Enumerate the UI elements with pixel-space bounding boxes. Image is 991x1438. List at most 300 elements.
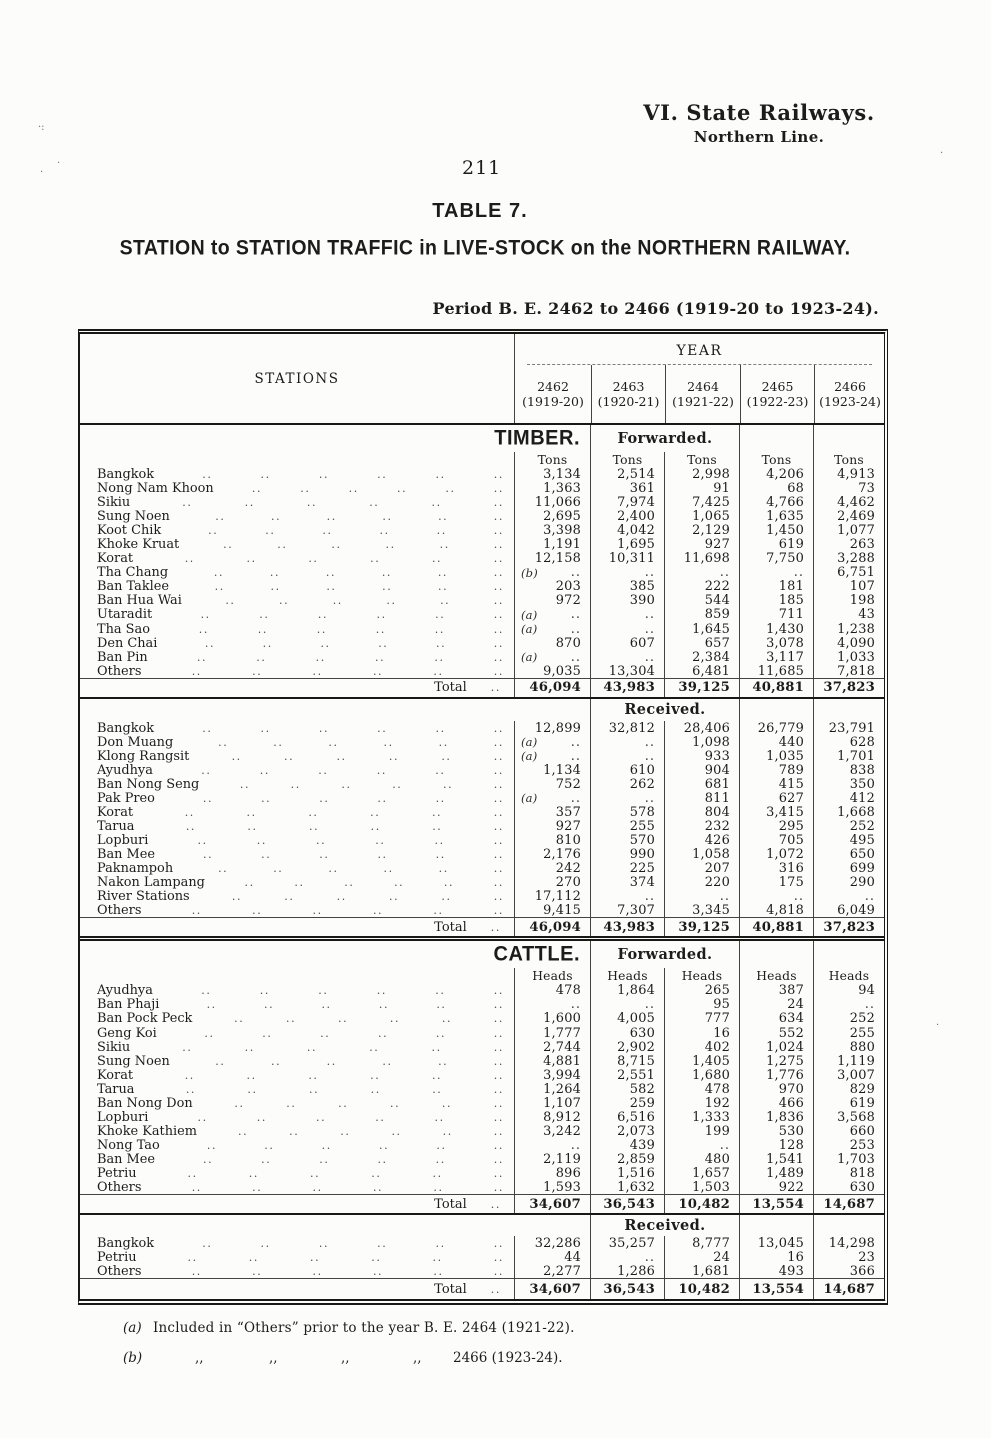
value-cell bbox=[664, 579, 739, 594]
station-name: Koot Chik bbox=[97, 523, 162, 539]
station-cell bbox=[80, 537, 514, 552]
leader-dots: .. bbox=[493, 1110, 504, 1124]
table-row bbox=[80, 523, 884, 537]
leader-dots: .. bbox=[256, 834, 267, 848]
cell-value: 253 bbox=[849, 1137, 875, 1153]
leader-dots: .. bbox=[248, 1166, 259, 1180]
leader-dots: .. bbox=[434, 834, 445, 848]
heading-filler bbox=[739, 1215, 813, 1236]
cell-value: 1,516 bbox=[617, 1165, 655, 1181]
leader-dots: .. bbox=[377, 468, 388, 481]
value-cell bbox=[514, 819, 590, 834]
leader-dots: .. bbox=[493, 791, 504, 805]
cell-value: 2,551 bbox=[617, 1067, 655, 1083]
leader-dots: .. bbox=[246, 805, 257, 819]
leader-dots: .. bbox=[493, 1237, 504, 1251]
cell-value: 1,776 bbox=[766, 1067, 804, 1083]
value-cell bbox=[514, 565, 590, 580]
heading-filler bbox=[813, 425, 884, 452]
leader-dots: .. bbox=[260, 1237, 271, 1251]
leader-dots: .. bbox=[493, 636, 504, 650]
total-value-cell bbox=[590, 918, 664, 936]
value-cell bbox=[739, 763, 813, 778]
value-cell bbox=[590, 997, 664, 1012]
cell-value: 252 bbox=[849, 819, 875, 835]
year-columns bbox=[515, 365, 884, 423]
leader-dots: .. bbox=[382, 510, 393, 524]
year-value: 2462 bbox=[537, 379, 569, 394]
cell-value: 7,974 bbox=[617, 495, 655, 511]
cell-value: 627 bbox=[778, 790, 804, 806]
station-name: Utaradit bbox=[97, 607, 153, 623]
station-name: Den Chai bbox=[97, 635, 158, 651]
cell-value: 7,818 bbox=[837, 663, 875, 679]
station-cell bbox=[80, 749, 514, 764]
leader-dots: .. bbox=[337, 1012, 349, 1026]
value-cell bbox=[514, 833, 590, 848]
leader-dots: .. bbox=[312, 664, 323, 678]
leader-dots: .. bbox=[319, 1152, 330, 1166]
leader-dots: .. bbox=[442, 1124, 453, 1138]
leader-dots: .. bbox=[244, 496, 255, 510]
value-cell bbox=[514, 1264, 590, 1279]
leader-dots: .. bbox=[435, 848, 446, 862]
cell-value: 11,698 bbox=[683, 551, 730, 567]
leader-dots: .. bbox=[223, 538, 234, 552]
value-cell bbox=[664, 1236, 739, 1251]
cell-footnote-marker: (a) bbox=[521, 622, 538, 637]
total-value: 46,094 bbox=[529, 919, 581, 935]
value-cell bbox=[514, 1236, 590, 1251]
station-name: Khoke Kruat bbox=[97, 537, 180, 553]
leader-dots: .. bbox=[259, 763, 270, 777]
leader-dots: .. bbox=[376, 763, 387, 777]
station-cell bbox=[80, 1138, 514, 1153]
table-row bbox=[80, 636, 884, 650]
leader-dots: .. bbox=[182, 1040, 193, 1054]
value-cell bbox=[813, 1124, 884, 1139]
station-cell bbox=[80, 1068, 514, 1083]
leader-dots: .. bbox=[319, 791, 330, 805]
leader-dots: .. bbox=[215, 1054, 226, 1068]
leader-dots: .. bbox=[270, 580, 281, 594]
cell-value: 1,645 bbox=[692, 621, 730, 637]
value-cell bbox=[514, 791, 590, 806]
cell-value: 3,568 bbox=[837, 1109, 875, 1125]
value-cell bbox=[739, 983, 813, 998]
leader-dots: .. bbox=[325, 566, 337, 580]
leader-dots: .. bbox=[370, 1068, 381, 1082]
leader-dots: .. bbox=[435, 984, 446, 998]
value-cell bbox=[664, 537, 739, 552]
station-name: Ban Pock Peck bbox=[97, 1011, 193, 1027]
value-cell bbox=[514, 1152, 590, 1167]
value-cell bbox=[590, 509, 664, 524]
direction-cell bbox=[590, 425, 739, 452]
leader-dots: .. bbox=[312, 1181, 323, 1195]
value-cell bbox=[590, 721, 664, 736]
station-name: Tha Chang bbox=[97, 565, 169, 581]
value-cell bbox=[813, 983, 884, 998]
leader-dots: .. bbox=[437, 580, 449, 594]
table-row bbox=[80, 791, 884, 805]
leader-dots: .. bbox=[204, 1026, 215, 1040]
value-cell bbox=[514, 1054, 590, 1069]
value-cell bbox=[739, 833, 813, 848]
value-cell bbox=[813, 721, 884, 736]
table-row bbox=[80, 889, 884, 903]
cell-value: 1,864 bbox=[617, 983, 655, 999]
value-cell bbox=[590, 650, 664, 665]
value-cell bbox=[664, 1166, 739, 1181]
year-span: (1922-23) bbox=[746, 394, 809, 409]
leader-dots: .. bbox=[191, 1265, 202, 1279]
cell-value: 1,489 bbox=[766, 1165, 804, 1181]
leader-dots: .. bbox=[214, 580, 225, 594]
cell-value: 2,119 bbox=[543, 1151, 581, 1167]
leader-dots: .. bbox=[493, 608, 504, 622]
value-cell bbox=[514, 579, 590, 594]
value-cell bbox=[514, 1180, 590, 1195]
year-column-header bbox=[814, 365, 885, 423]
table-row bbox=[80, 819, 884, 833]
cell-value: 2,129 bbox=[692, 523, 730, 539]
cell-value: .. bbox=[793, 889, 804, 905]
value-cell bbox=[514, 889, 590, 904]
leader-dots: .. bbox=[270, 1054, 282, 1068]
cell-value: 810 bbox=[555, 833, 581, 849]
value-cell bbox=[514, 861, 590, 876]
leader-dots: .. bbox=[493, 1166, 504, 1180]
total-label: Total bbox=[434, 919, 467, 935]
cell-value: 904 bbox=[704, 762, 730, 778]
leader-dots: .. bbox=[184, 1068, 195, 1082]
cell-value: 1,072 bbox=[766, 847, 804, 863]
value-cell bbox=[739, 1054, 813, 1069]
leader-dots: .. bbox=[436, 998, 447, 1012]
heading-filler bbox=[739, 941, 813, 968]
leader-dots: .. bbox=[248, 1251, 259, 1265]
station-cell bbox=[80, 607, 514, 622]
leader-dots: .. bbox=[269, 566, 281, 580]
leader-dots: .. bbox=[370, 805, 381, 819]
leader-dots: .. bbox=[377, 848, 388, 862]
cell-value: 43 bbox=[858, 607, 875, 623]
table-row bbox=[80, 721, 884, 735]
cell-value: 752 bbox=[555, 776, 581, 792]
direction-cell bbox=[590, 699, 739, 721]
cell-value: 440 bbox=[778, 734, 804, 750]
value-cell bbox=[514, 1040, 590, 1055]
leader-dots: .. bbox=[336, 749, 347, 763]
leader-dots: .. bbox=[493, 566, 504, 580]
value-cell bbox=[813, 875, 884, 890]
leader-dots: .. bbox=[191, 904, 202, 918]
value-cell bbox=[514, 749, 590, 764]
leader-dots: .. bbox=[340, 1124, 351, 1138]
total-value-cell bbox=[590, 1279, 664, 1299]
cell-value: 2,695 bbox=[543, 509, 581, 525]
leader-dots: .. bbox=[392, 777, 403, 791]
cell-value: 290 bbox=[849, 875, 875, 891]
value-cell bbox=[813, 650, 884, 665]
cell-value: 220 bbox=[704, 875, 730, 891]
value-cell bbox=[514, 777, 590, 792]
cell-value: 1,107 bbox=[543, 1095, 581, 1111]
total-value: 13,554 bbox=[752, 1281, 804, 1297]
unit-label: Heads bbox=[681, 968, 723, 983]
total-value-cell bbox=[739, 679, 813, 697]
leader-dots: .. bbox=[440, 594, 451, 608]
station-cell bbox=[80, 622, 514, 637]
cell-value: 578 bbox=[629, 804, 655, 820]
cell-footnote-marker: (a) bbox=[521, 791, 538, 806]
leader-dots: .. bbox=[259, 984, 270, 998]
commodity-cell bbox=[80, 699, 590, 721]
total-value: 14,687 bbox=[823, 1196, 875, 1212]
cell-value: 14,298 bbox=[828, 1236, 875, 1252]
value-cell bbox=[590, 819, 664, 834]
direction-cell bbox=[590, 1215, 739, 1236]
cell-value: 922 bbox=[778, 1180, 804, 1196]
station-cell bbox=[80, 481, 514, 496]
leader-dots: .. bbox=[273, 735, 284, 749]
footnote-a bbox=[123, 1320, 883, 1350]
value-cell bbox=[664, 1264, 739, 1279]
cell-value: 11,066 bbox=[534, 495, 581, 511]
page-number: 211 bbox=[462, 157, 502, 179]
cell-value: 4,462 bbox=[837, 495, 875, 511]
station-cell bbox=[80, 1264, 514, 1279]
leader-dots: .. bbox=[260, 468, 271, 481]
footnote-marker: (a) bbox=[123, 1320, 142, 1336]
value-cell bbox=[739, 565, 813, 580]
cell-value: 829 bbox=[849, 1081, 875, 1097]
value-cell bbox=[590, 565, 664, 580]
leader-dots: .. bbox=[397, 482, 408, 496]
leader-dots: .. bbox=[244, 876, 255, 890]
cell-value: .. bbox=[793, 565, 804, 581]
leader-dots: .. bbox=[376, 608, 387, 622]
leader-dots: .. bbox=[493, 1181, 504, 1195]
value-cell bbox=[664, 997, 739, 1012]
leader-dots: .. bbox=[252, 904, 263, 918]
unit-label: Tons bbox=[687, 452, 717, 467]
value-cell bbox=[514, 1166, 590, 1181]
value-cell bbox=[514, 593, 590, 608]
station-name: Pak Preo bbox=[97, 790, 155, 806]
value-cell bbox=[813, 1054, 884, 1069]
leader-dots: .. bbox=[204, 636, 216, 650]
leader-dots: .. bbox=[289, 1124, 300, 1138]
cell-value: 7,750 bbox=[766, 551, 804, 567]
cell-value: 316 bbox=[778, 861, 804, 877]
leader-dots: .. bbox=[377, 1237, 388, 1251]
scan-speck: · bbox=[936, 1020, 940, 1031]
cell-value: 1,632 bbox=[617, 1180, 655, 1196]
cell-value: 198 bbox=[849, 593, 875, 609]
leader-dots: .. bbox=[490, 681, 501, 695]
leader-dots: .. bbox=[318, 1237, 330, 1251]
cell-value: 4,766 bbox=[766, 495, 804, 511]
cell-value: 8,912 bbox=[543, 1109, 581, 1125]
total-value-cell bbox=[514, 1279, 590, 1299]
cell-value: 7,307 bbox=[617, 903, 655, 919]
cell-value: 2,469 bbox=[837, 509, 875, 525]
value-cell bbox=[664, 861, 739, 876]
value-cell bbox=[664, 1011, 739, 1026]
station-cell bbox=[80, 997, 514, 1012]
value-cell bbox=[813, 1096, 884, 1111]
cell-value: 35,257 bbox=[608, 1236, 655, 1252]
value-cell bbox=[590, 481, 664, 496]
station-name: Sung Noen bbox=[97, 509, 170, 525]
total-value: 14,687 bbox=[823, 1281, 875, 1297]
cell-value: 933 bbox=[704, 748, 730, 764]
cell-value: 3,345 bbox=[692, 903, 730, 919]
cell-value: 24 bbox=[787, 997, 804, 1013]
year-span: (1919-20) bbox=[522, 394, 584, 409]
value-cell bbox=[514, 1011, 590, 1026]
leader-dots: .. bbox=[434, 622, 445, 636]
cell-value: 1,058 bbox=[692, 847, 730, 863]
leader-dots: .. bbox=[493, 524, 504, 538]
leader-dots: .. bbox=[185, 1082, 197, 1096]
station-cell bbox=[80, 565, 514, 580]
station-cell bbox=[80, 903, 514, 918]
table-row bbox=[80, 749, 884, 763]
year-value: 2464 bbox=[687, 379, 719, 394]
table-row bbox=[80, 579, 884, 593]
value-cell bbox=[739, 467, 813, 482]
station-name: Ban Mee bbox=[97, 1151, 156, 1167]
leader-dots: .. bbox=[184, 805, 195, 819]
cell-value: 634 bbox=[778, 1011, 804, 1027]
leader-dots: .. bbox=[493, 1026, 504, 1040]
value-cell bbox=[813, 749, 884, 764]
leader-dots: .. bbox=[493, 890, 504, 904]
station-name: Ban Mee bbox=[97, 847, 156, 863]
cell-value: 1,033 bbox=[837, 649, 875, 665]
cell-value: 11,685 bbox=[757, 663, 804, 679]
leader-dots: .. bbox=[316, 622, 327, 636]
units-row bbox=[80, 452, 884, 467]
leader-dots: .. bbox=[231, 749, 242, 763]
station-name: Others bbox=[97, 903, 142, 919]
value-cell bbox=[664, 523, 739, 538]
table-row bbox=[80, 735, 884, 749]
leader-dots: .. bbox=[326, 1054, 337, 1068]
leader-dots: .. bbox=[284, 890, 295, 904]
table-row bbox=[80, 481, 884, 495]
value-cell bbox=[590, 1110, 664, 1125]
value-cell bbox=[590, 1124, 664, 1139]
cell-value: 6,516 bbox=[617, 1109, 655, 1125]
value-cell bbox=[514, 509, 590, 524]
value-cell bbox=[590, 833, 664, 848]
cell-value: .. bbox=[570, 1137, 581, 1153]
value-cell bbox=[664, 1096, 739, 1111]
table-row bbox=[80, 650, 884, 664]
cell-value: 263 bbox=[849, 537, 875, 553]
unit-label: Heads bbox=[828, 968, 870, 983]
total-value-cell bbox=[739, 1195, 813, 1213]
heading-filler bbox=[739, 425, 813, 452]
cell-value: 1,333 bbox=[692, 1109, 730, 1125]
leader-dots: .. bbox=[198, 622, 209, 636]
value-cell bbox=[813, 819, 884, 834]
total-value-cell bbox=[813, 1195, 884, 1213]
value-cell bbox=[813, 903, 884, 918]
cell-value: 32,812 bbox=[608, 720, 655, 736]
value-cell bbox=[813, 664, 884, 679]
cell-value: 650 bbox=[849, 847, 875, 863]
leader-dots: .. bbox=[438, 735, 449, 749]
cell-value: 2,384 bbox=[692, 649, 730, 665]
value-cell bbox=[813, 735, 884, 750]
leader-dots: .. bbox=[284, 749, 295, 763]
station-cell bbox=[80, 593, 514, 608]
year-header-label: YEAR bbox=[676, 343, 723, 359]
leader-dots: .. bbox=[318, 763, 329, 777]
station-cell bbox=[80, 1166, 514, 1181]
cell-value: 390 bbox=[629, 593, 655, 609]
running-head-title: VI. State Railways. bbox=[643, 100, 875, 125]
value-cell bbox=[590, 847, 664, 862]
leader-dots: .. bbox=[252, 1265, 263, 1279]
table-row bbox=[80, 509, 884, 523]
cell-value: .. bbox=[719, 1137, 730, 1153]
year-column-header bbox=[740, 365, 814, 423]
value-cell bbox=[590, 735, 664, 750]
leader-dots: .. bbox=[246, 1068, 257, 1082]
cell-value: 2,400 bbox=[617, 509, 655, 525]
station-cell bbox=[80, 523, 514, 538]
leader-dots: .. bbox=[379, 1138, 390, 1152]
value-cell bbox=[590, 1250, 664, 1265]
leader-dots: .. bbox=[390, 1096, 401, 1110]
total-value: 40,881 bbox=[752, 680, 804, 696]
leader-dots: .. bbox=[431, 1040, 442, 1054]
total-value: 37,823 bbox=[823, 919, 875, 935]
value-cell bbox=[739, 1250, 813, 1265]
station-cell bbox=[80, 1250, 514, 1265]
station-cell bbox=[80, 983, 514, 998]
cell-value: 350 bbox=[849, 776, 875, 792]
leader-dots: .. bbox=[206, 1138, 218, 1152]
station-cell bbox=[80, 1152, 514, 1167]
leader-dots: .. bbox=[493, 650, 504, 664]
value-cell bbox=[664, 749, 739, 764]
station-name: Tarua bbox=[97, 1081, 135, 1097]
total-label: Total bbox=[434, 680, 467, 696]
cell-value: 1,191 bbox=[543, 537, 581, 553]
leader-dots: .. bbox=[310, 1166, 321, 1180]
leader-dots: .. bbox=[312, 1265, 323, 1279]
value-cell bbox=[664, 467, 739, 482]
scan-speck: . bbox=[40, 164, 44, 175]
value-cell bbox=[739, 1040, 813, 1055]
station-name: Korat bbox=[97, 551, 134, 567]
leader-dots: .. bbox=[261, 791, 272, 805]
value-cell bbox=[590, 875, 664, 890]
cell-value: 1,450 bbox=[766, 523, 804, 539]
value-cell bbox=[590, 593, 664, 608]
value-cell bbox=[739, 1152, 813, 1167]
value-cell bbox=[664, 791, 739, 806]
unit-cell bbox=[739, 452, 813, 467]
value-cell bbox=[739, 537, 813, 552]
